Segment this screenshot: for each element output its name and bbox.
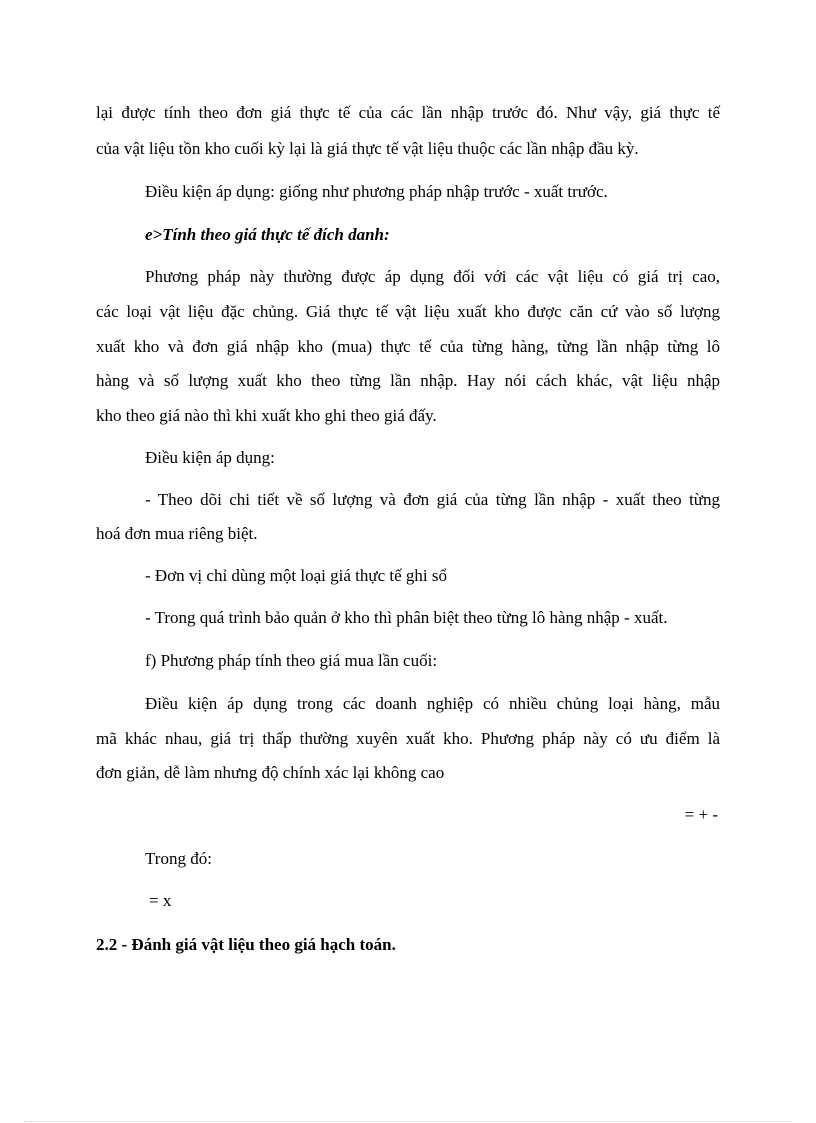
section-heading: 2.2 - Đánh giá vật liệu theo giá hạch toán. — [96, 935, 396, 954]
subheading-e: e>Tính theo giá thực tế đích danh: — [145, 225, 390, 244]
formula-line: = + - — [684, 805, 718, 824]
subheading-f: f) Phương pháp tính theo giá mua lần cuối: — [145, 651, 438, 670]
paragraph-line: lại được tính theo đơn giá thực tế của các lần nhập trước đó. Như vậy, giá thực tế — [96, 103, 720, 122]
paragraph-line: hàng và số lượng xuất kho theo từng lần nhập. Hay nói cách khác, vật liệu nhập — [96, 371, 720, 390]
list-item: - Trong quá trình bảo quản ở kho thì phân biệt theo từng lô hàng nhập - xuất. — [145, 608, 668, 627]
formula-line: = x — [149, 891, 172, 910]
paragraph-line: Điều kiện áp dụng: giống như phương pháp nhập trước - xuất trước. — [145, 182, 608, 201]
list-item-continuation: hoá đơn mua riêng biệt. — [96, 524, 258, 543]
list-item: - Theo dõi chi tiết về số lượng và đơn giá của từng lần nhập - xuất theo từng — [145, 490, 720, 509]
paragraph-line: các loại vật liệu đặc chủng. Giá thực tế vật liệu xuất kho được căn cứ vào số lượng — [96, 302, 720, 321]
paragraph-line: Điều kiện áp dụng: — [145, 448, 275, 467]
paragraph-line: đơn giản, dễ làm nhưng độ chính xác lại không cao — [96, 763, 445, 782]
paragraph-line: kho theo giá nào thì khi xuất kho ghi theo giá đấy. — [96, 406, 437, 425]
paragraph-line: của vật liệu tồn kho cuối kỳ lại là giá thực tế vật liệu thuộc các lần nhập đầu kỳ. — [96, 139, 639, 158]
paragraph-line: Phương pháp này thường được áp dụng đối với các vật liệu có giá trị cao, — [145, 267, 720, 286]
paragraph-line: Điều kiện áp dụng trong các doanh nghiệp có nhiều chủng loại hàng, mẫu — [145, 694, 720, 713]
paragraph-line: mã khác nhau, giá trị thấp thường xuyên xuất kho. Phương pháp này có ưu điểm là — [96, 729, 720, 748]
page-edge-divider — [24, 1121, 792, 1122]
paragraph-line: xuất kho và đơn giá nhập kho (mua) thực tế của từng hàng, từng lần nhập từng lô — [96, 337, 720, 356]
paragraph-line: Trong đó: — [145, 849, 212, 868]
list-item: - Đơn vị chỉ dùng một loại giá thực tế ghi sổ — [145, 566, 447, 585]
